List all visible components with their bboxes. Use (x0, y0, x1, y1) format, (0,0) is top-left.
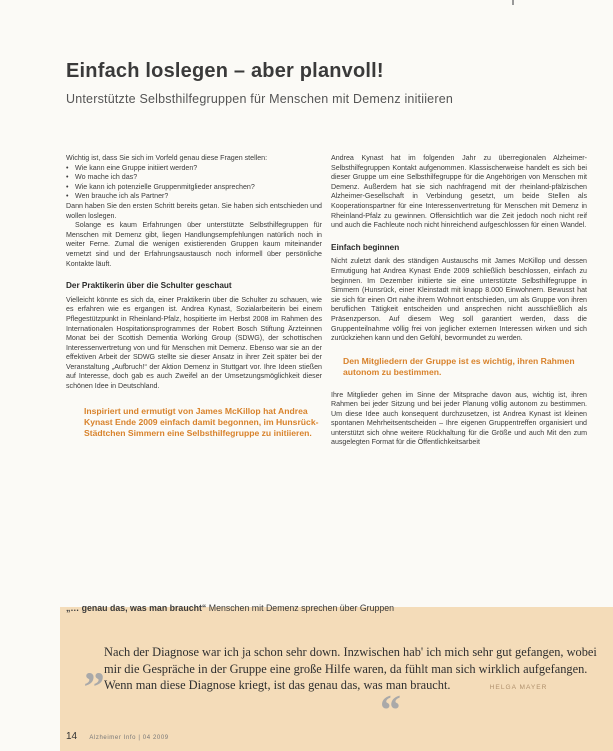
page-number: 14 (66, 731, 78, 742)
banner-heading-rest: Menschen mit Demenz sprechen über Gruppen (208, 603, 395, 613)
paragraph: Vielleicht könnte es sich da, einer Praktikerin über die Schulter zu schauen, wie es erfahren wie es ergangen ist. Andrea Kynast, Sozialarbeiterin bei einem Pflegestützpunkt in Rheinland-Pfalz, hospitierte im Herbst 2008 im Rahmen des Internationalen Hospitationsprogrammes der Robert Bosch Stiftung Ärzteinnen Monat bei der Scottish Dementia Working Group (SDWG), der schottischen Interessenvertretung von und für Menschen mit Demenz. Ebenso war sie an der effektiven Arbeit der SDWG stellte sie dieser Ansatz in ihrer Zeit später bei der Veranstaltung „Aufbruch!“ der Aktion Demenz in Stuttgart vor. Ihre Ideen stießen auf Interesse, doch gab es auch Zweifel an der Umsetzungsmöglichkeit dieser schönen Idee in Deutschland. (66, 295, 322, 391)
intro-text: Wichtig ist, dass Sie sich im Vorfeld genau diese Fragen stellen: (66, 154, 268, 162)
right-column (331, 154, 587, 448)
left-column (66, 154, 322, 440)
paragraph: Ihre Mitglieder gehen im Sinne der Mitsprache davon aus, wichtig ist, ihren Rahmen bei jeder Sitzung und bei jeder Planung völlig autonom zu bestimmen. Um diese Idee auch konsequent durchzusetzen, ist Andrea Kynast ist kleinen spontanen Mehrheitsentscheiden – Ihre eigenen Gruppentreffen organisiert und unterstützt sich ohne weitere Rückhaltung für die Größe und auch Mit den zum ausgelegten Format für die Öffentlichkeitsarbeit (331, 390, 587, 447)
page-title: Einfach loslegen – aber planvoll! (66, 60, 384, 82)
pull-quote: Den Mitgliedern der Gruppe ist es wichtig, ihren Rahmen autonom zu bestimmen. (343, 355, 575, 378)
paragraph: Andrea Kynast hat im folgenden Jahr zu überregionalen Alzheimer-Selbsthilfegruppen Kontakt aufgenommen. Klassischerweise handelt es sich bei dieser Gruppe um eine Selbsthilfegruppe für die Angehörigen von Menschen mit Demenz. Außerdem hat sie sich nachfragend mit der rheinland-pfälzischen Alzheimer-Gesellschaft in Verbindung gesetzt, um beide Stellen als Kooperationspartner für eine Interessenvertretung für Menschen mit Demenz in Rheinland-Pfalz zu gewinnen. Offensichtlich war die Zeit jedoch noch nicht reif und auch die Fachleute noch nicht hinreichend aufgeschlossen für einen Wandel. (331, 154, 587, 230)
banner-heading-bold: „… genau das, was man braucht“ (66, 603, 207, 613)
magazine-name: Alzheimer Info | 04 2009 (89, 735, 169, 741)
question-item: • Wie kann ich potenzielle Gruppenmitglieder ansprechen? (66, 183, 322, 193)
paragraph: Solange es kaum Erfahrungen über unterstützte Selbsthilfegruppen für Menschen mit Demenz gibt, liegen Handlungsempfehlungen natürlich noch in weiter Ferne. Zumal die wenigen existierenden Gruppen kaum miteinander vernetzt sind und der Erfahrungsaustausch noch informell über persönliche Kontakte läuft. (66, 221, 322, 268)
page-subtitle: Unterstützte Selbsthilfegruppen für Menschen mit Demenz initiieren (66, 92, 453, 106)
close-quote-icon: “ (380, 688, 401, 734)
banner-quote (104, 644, 604, 697)
corner-tick (512, 0, 514, 5)
banner-heading (66, 603, 394, 613)
question-item: • Wen brauche ich als Partner? (66, 192, 322, 202)
pull-quote: Inspiriert und ermutigt von James McKillop hat Andrea Kynast Ende 2009 einfach damit begonnen, im Hunsrück-Städtchen Simmern eine Selbsthilfegruppe zu initiieren. (84, 405, 319, 439)
banner-quote-text: Nach der Diagnose war ich ja schon sehr down. Inzwischen hab' ich mich sehr gut gefangen, wobei mir die Gespräche in der Gruppe eine große Hilfe waren, da fühlt man sich wirklich aufgefangen. Wenn man diese Diagnose kriegt, ist das genau das, was man braucht. (104, 645, 597, 692)
quote-author: HELGA MAYER (489, 684, 548, 691)
section-heading: Der Praktikerin über die Schulter geschaut (66, 281, 232, 291)
question-item: • Wo mache ich das? (66, 173, 322, 183)
question-list (66, 164, 322, 202)
open-quote-icon: „ (84, 643, 105, 689)
question-item: • Wie kann eine Gruppe initiiert werden? (66, 164, 322, 174)
section-heading: Einfach beginnen (331, 242, 400, 252)
paragraph: Nicht zuletzt dank des ständigen Austauschs mit James McKillop und dessen Ermutigung hat Andrea Kynast Ende 2009 schließlich beschlossen, einfach zu beginnen. Im Dezember initiierte sie eine unterstützte Selbsthilfegruppe in Simmern (Hunsrück, einer Kleinstadt mit knapp 8.000 Einwohnern. Bewusst hat sie sich für einen Ort nahe ihrem Wohnort entschieden, um als Gruppe von ihren beruflichen Tätigkeit entscheiden und ansprechen nicht ausschließlich als Präsenzperson. Auf diesem Weg soll garantiert werden, dass die Gruppenteilnahme völlig frei von jeglicher externen Interessen wirken und sich zurückziehen kann und den Gefühl, bevormundet zu werden. (331, 257, 587, 343)
page-footer (66, 731, 169, 742)
after-bullets-text: Dann haben Sie den ersten Schritt bereits getan. Sie haben sich entschieden und wollen loslegen. (66, 201, 322, 220)
